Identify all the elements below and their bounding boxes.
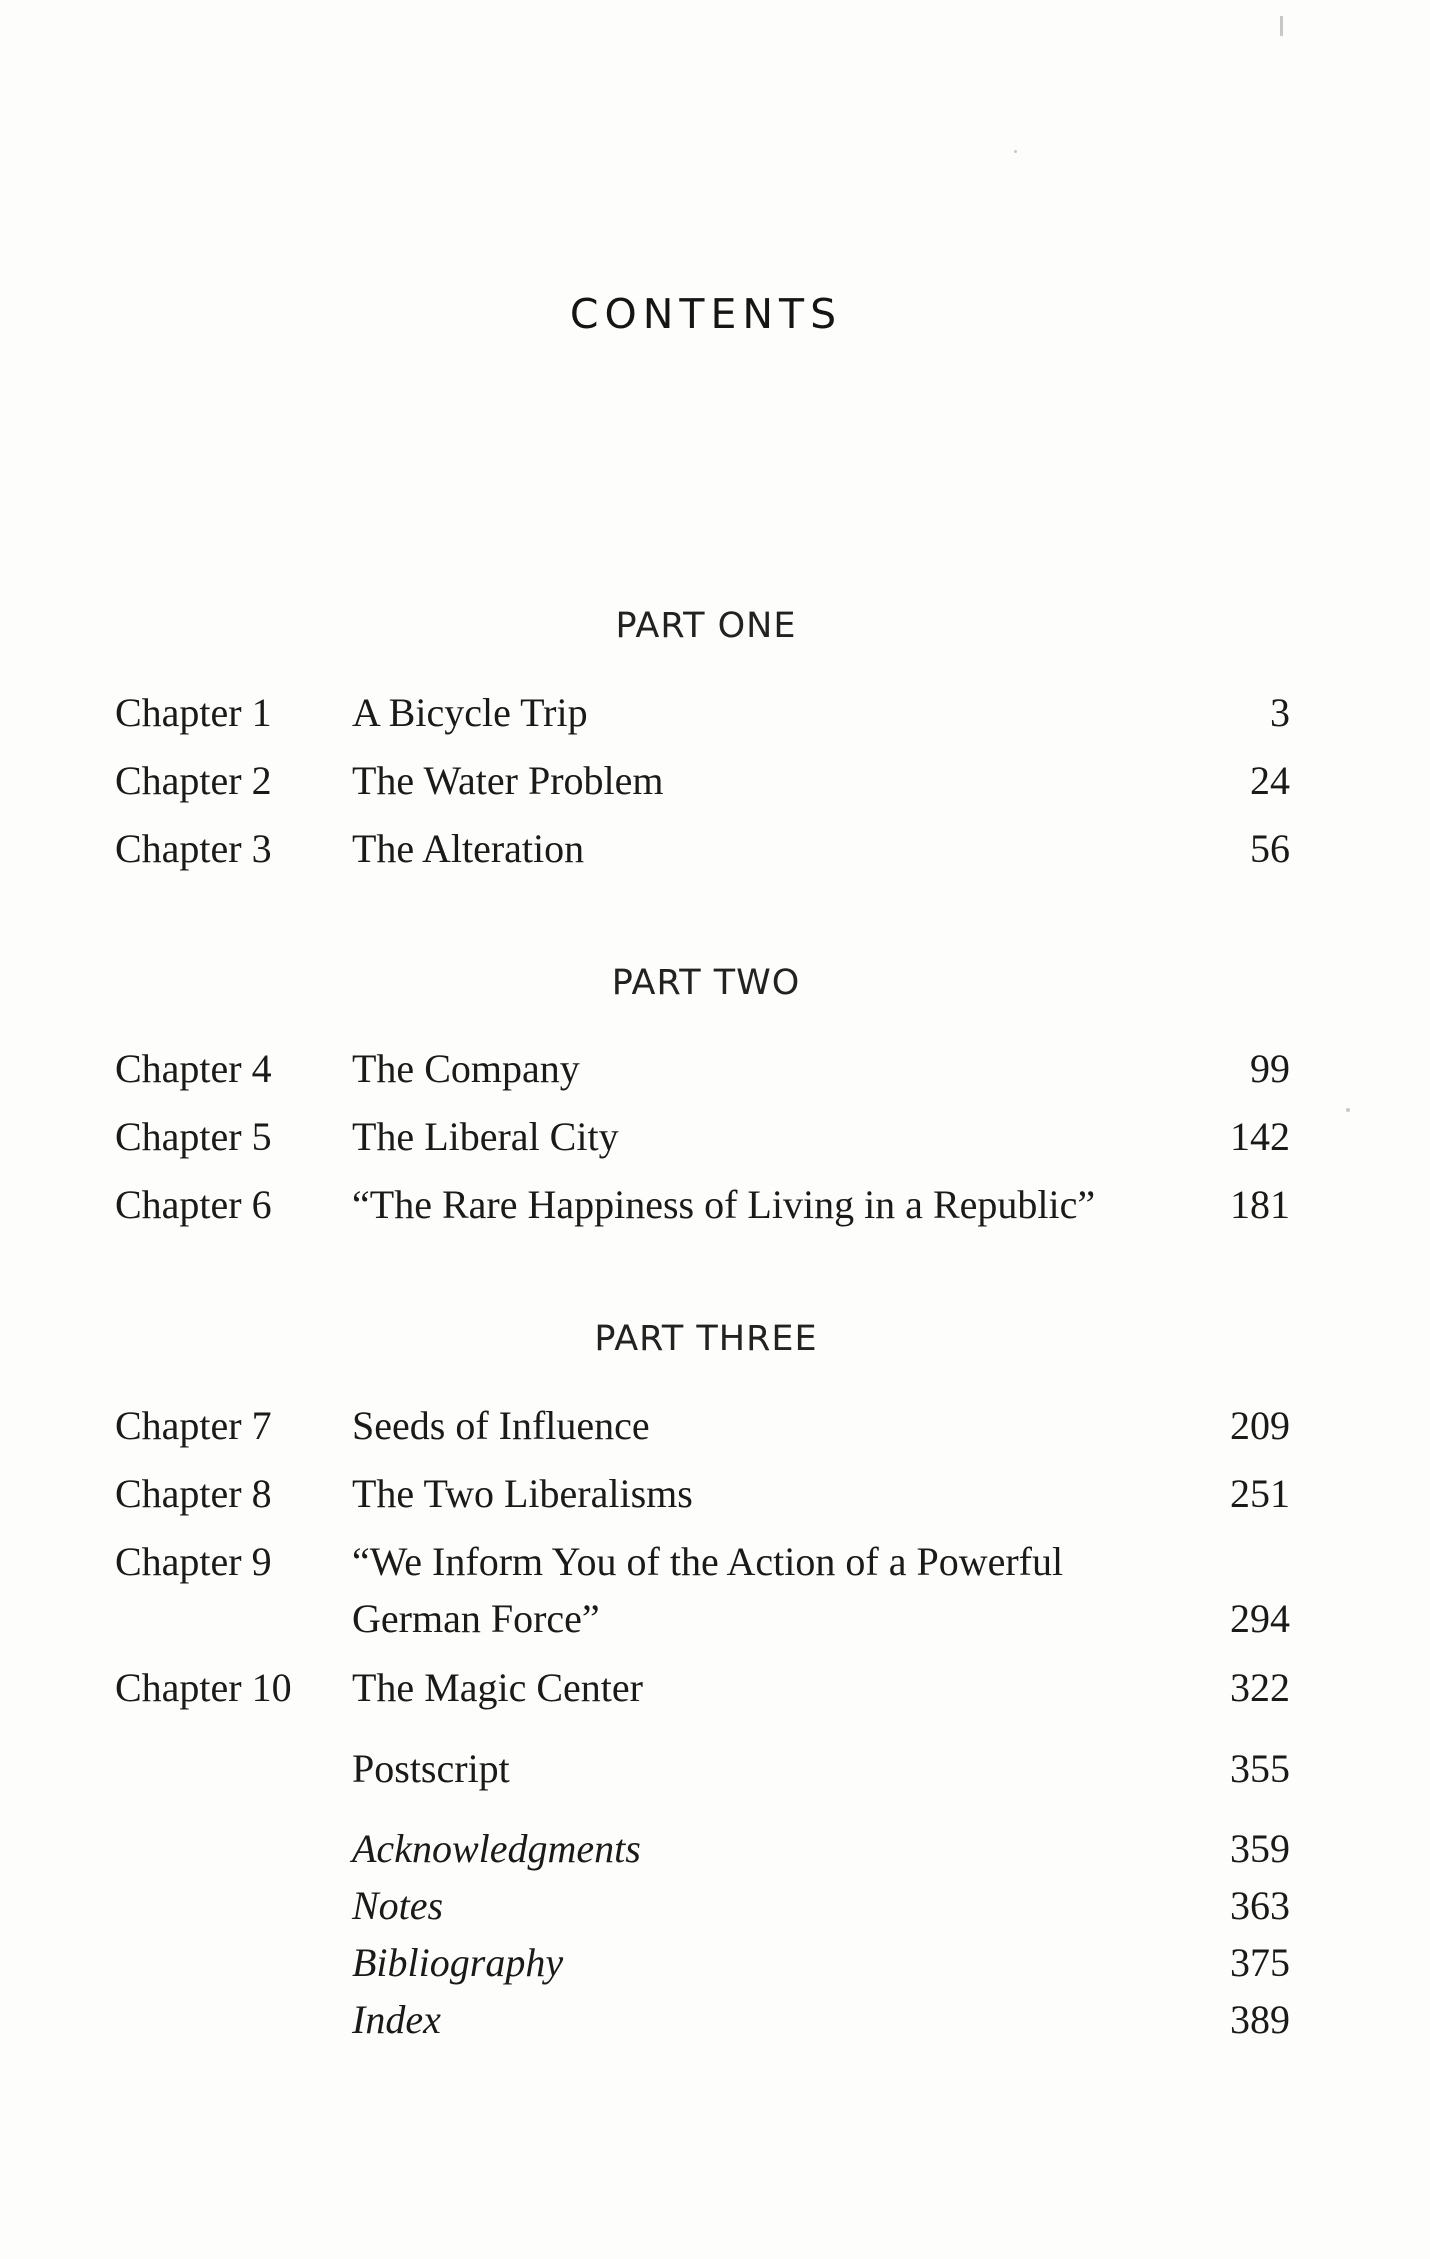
page-number: 355	[1230, 1746, 1290, 1791]
page-number: 359	[1230, 1826, 1290, 1871]
back-matter-title: Acknowledgments	[352, 1826, 641, 1871]
chapter-title: The Water Problem	[352, 758, 664, 803]
chapter-number: Chapter 2	[115, 758, 272, 803]
page-number: 24	[1250, 758, 1290, 803]
scan-mark	[1280, 16, 1283, 36]
chapter-title: The Alteration	[352, 826, 585, 871]
part-heading: PART ONE	[615, 606, 797, 646]
page-number: 209	[1230, 1403, 1290, 1448]
back-matter-title: Index	[352, 1997, 441, 2042]
page-number: 99	[1250, 1046, 1290, 1091]
page-number: 142	[1230, 1114, 1290, 1159]
part-heading: PART TWO	[611, 963, 801, 1003]
page-number: 251	[1230, 1471, 1290, 1516]
chapter-number: Chapter 5	[115, 1114, 272, 1159]
chapter-number: Chapter 8	[115, 1471, 272, 1516]
postscript-title: Postscript	[352, 1746, 510, 1791]
contents-heading: CONTENTS	[569, 290, 843, 338]
page-number: 56	[1250, 826, 1290, 871]
chapter-number: Chapter 1	[115, 690, 272, 735]
page-number: 363	[1230, 1883, 1290, 1928]
chapter-title: “The Rare Happiness of Living in a Republic”	[352, 1182, 1096, 1227]
back-matter-title: Bibliography	[352, 1940, 564, 1985]
chapter-number: Chapter 3	[115, 826, 272, 871]
page-number: 375	[1230, 1940, 1290, 1985]
scan-speck	[1014, 150, 1017, 153]
chapter-number: Chapter 4	[115, 1046, 272, 1091]
chapter-number: Chapter 10	[115, 1665, 292, 1710]
chapter-title: A Bicycle Trip	[352, 690, 588, 735]
scan-speck	[1346, 1108, 1350, 1112]
chapter-number: Chapter 7	[115, 1403, 272, 1448]
page-number: 181	[1230, 1182, 1290, 1227]
back-matter-title: Notes	[352, 1883, 444, 1928]
page-number: 3	[1270, 690, 1290, 735]
chapter-title: “We Inform You of the Action of a Powerful German Force”	[352, 1539, 1064, 1641]
page-number: 389	[1230, 1997, 1290, 2042]
chapter-number: Chapter 9	[115, 1539, 272, 1584]
chapter-title: Seeds of Influence	[352, 1403, 650, 1448]
chapter-title: The Liberal City	[352, 1114, 619, 1159]
chapter-title: The Magic Center	[352, 1665, 643, 1710]
page-number: 322	[1230, 1665, 1290, 1710]
chapter-number: Chapter 6	[115, 1182, 272, 1227]
page-number: 294	[1230, 1596, 1290, 1641]
chapter-title: The Company	[352, 1046, 580, 1091]
chapter-title: The Two Liberalisms	[352, 1471, 693, 1516]
part-heading: PART THREE	[594, 1319, 818, 1359]
